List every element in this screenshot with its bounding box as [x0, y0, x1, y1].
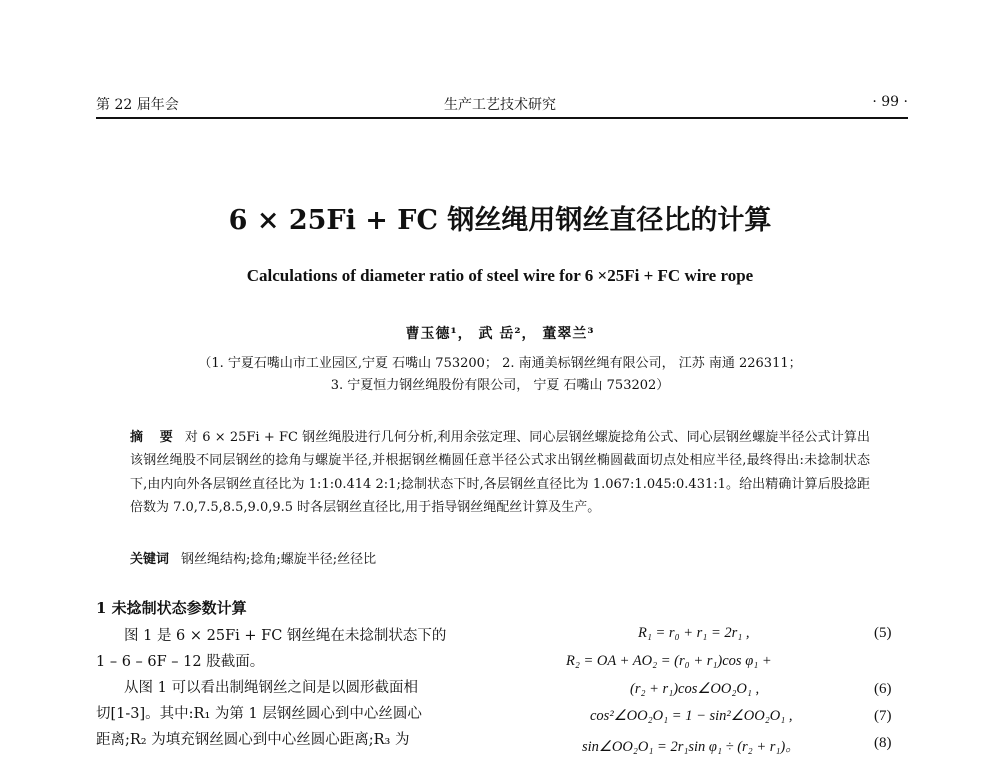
equation-7: cos²∠OO₂O₁ = 1 − sin²∠OO₂O₁ , [590, 708, 793, 724]
keywords-label: 关键词 [130, 552, 170, 567]
keywords-text: 钢丝绳结构;捻角;螺旋半径;丝径比 [181, 552, 377, 567]
header-rule [96, 117, 908, 119]
body-line: 从图 1 可以看出制绳钢丝之间是以圆形截面相 [124, 680, 418, 696]
keywords [130, 548, 376, 567]
running-header-center: 生产工艺技术研究 [444, 97, 556, 113]
equation-6-part-2: (r₂ + r₁)cos∠OO₂O₁ , [630, 681, 760, 697]
section-heading: 1 未捻制状态参数计算 [96, 599, 247, 617]
page-number: · 99 · [872, 94, 908, 110]
equation-number: (5) [874, 625, 892, 641]
equation-6-part-1: R₂ = OA + AO₂ = (r₀ + r₁)cos φ₁ + [566, 653, 772, 669]
equation-number: (6) [874, 681, 892, 697]
paper-subtitle-english: Calculations of diameter ratio of steel wire for 6 ×25Fi + FC wire rope [246, 266, 754, 285]
abstract-text: 对 6 × 25Fi + FC 钢丝绳股进行几何分析,利用余弦定理、同心层钢丝螺旋捻角公式、同心层钢丝螺旋半径公式计算出该钢丝绳股不同层钢丝的捻角与螺旋半径,并根据钢丝椭圆任意半径公式求出钢丝椭圆截面切点处相应半径,最终得出:未捻制状态下,由内向外各层钢丝直径比为 1:1:0.414 2:1;捻制状态下时,各层钢丝直径比为 1.067:1.045:0.431:1。给出精确计算后股捻距倍数为 7.0,7.5,8.5,9.0,9.5 时各层钢丝直径比,用于指导钢丝绳配丝计算及生产。 [130, 430, 870, 516]
equation-5: R₁ = r₀ + r₁ = 2r₁ , [638, 625, 750, 641]
affiliation-line-1: （1. 宁夏石嘴山市工业园区,宁夏 石嘴山 753200； 2. 南通美标钢丝绳有限公司， 江苏 南通 226311； [198, 356, 802, 371]
affiliation-line-2: 3. 宁夏恒力钢丝绳股份有限公司， 宁夏 石嘴山 753202） [330, 378, 670, 393]
authors: 曹玉德¹， 武 岳²， 董翠兰³ [405, 326, 595, 342]
equation-8: sin∠OO₂O₁ = 2r₁sin φ₁ ÷ (r₂ + r₁)。 [582, 739, 800, 755]
body-line: 切[1-3]。其中:R₁ 为第 1 层钢丝圆心到中心丝圆心 [96, 706, 422, 722]
equation-number: (7) [874, 708, 892, 724]
body-line: 距离;R₂ 为填充钢丝圆心到中心丝圆心距离;R₃ 为 [96, 732, 410, 748]
abstract [130, 426, 870, 520]
body-line: 1 – 6 – 6F – 12 股截面。 [96, 654, 265, 670]
equation-number: (8) [874, 735, 892, 751]
running-header-left: 第 22 届年会 [96, 97, 179, 113]
paper-title: 6 × 25Fi + FC 钢丝绳用钢丝直径比的计算 [228, 205, 772, 236]
body-line: 图 1 是 6 × 25Fi + FC 钢丝绳在未捻制状态下的 [124, 628, 447, 644]
abstract-label: 摘 要 [130, 430, 179, 445]
